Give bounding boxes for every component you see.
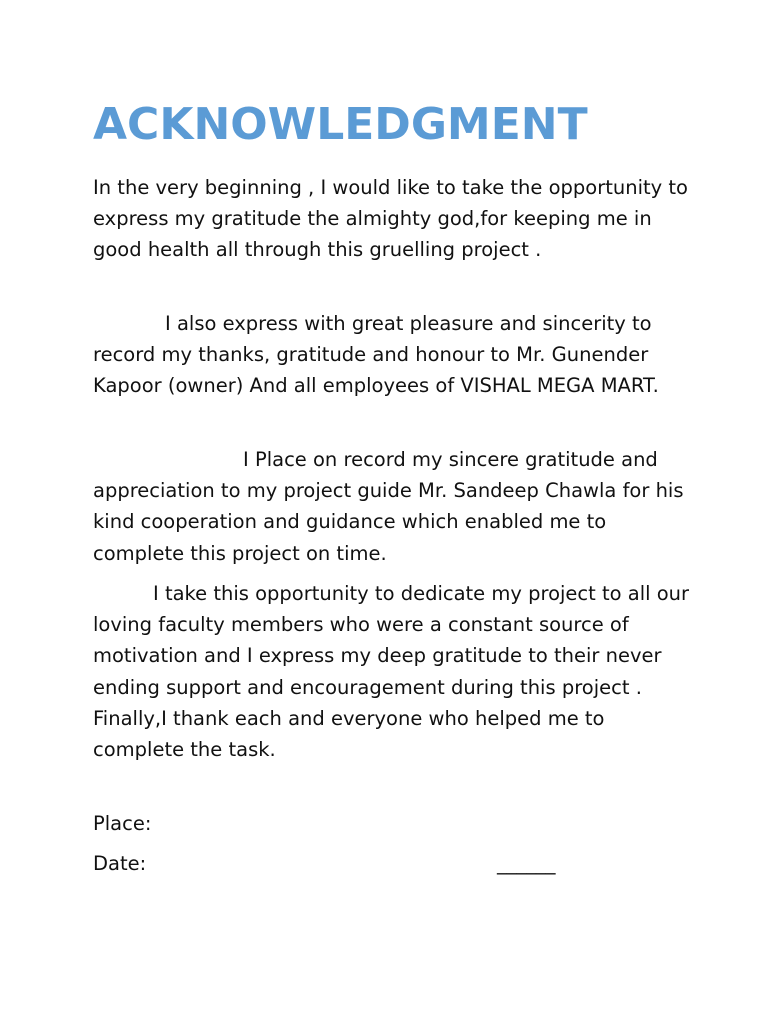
signature-line: ______ (497, 852, 556, 875)
acknowledgment-paragraph-4: I take this opportunity to dedicate my project to all our loving faculty members who were a constant source of motivation and I express my deep gratitude to their never ending support and encouragement during this project . Finally,I thank each and everyone who helped me to complete the task. (93, 582, 690, 762)
place-label: Place: (93, 812, 152, 835)
acknowledgment-paragraph-3: I Place on record my sincere gratitude and appreciation to my project guide Mr. Sandeep Chawla for his kind cooperation and guidance which enabled me to complete this project on time. (93, 448, 684, 565)
acknowledgment-paragraph-2: I also express with great pleasure and sincerity to record my thanks, gratitude and honour to Mr. Gunender Kapoor (owner) And all employees of VISHAL MEGA MART. (93, 312, 659, 398)
page-title: ACKNOWLEDGMENT (93, 99, 588, 150)
date-label: Date: (93, 852, 147, 875)
acknowledgment-paragraph-1: In the very beginning , I would like to take the opportunity to express my gratitude the almighty god,for keeping me in good health all through this gruelling project . (93, 176, 688, 262)
